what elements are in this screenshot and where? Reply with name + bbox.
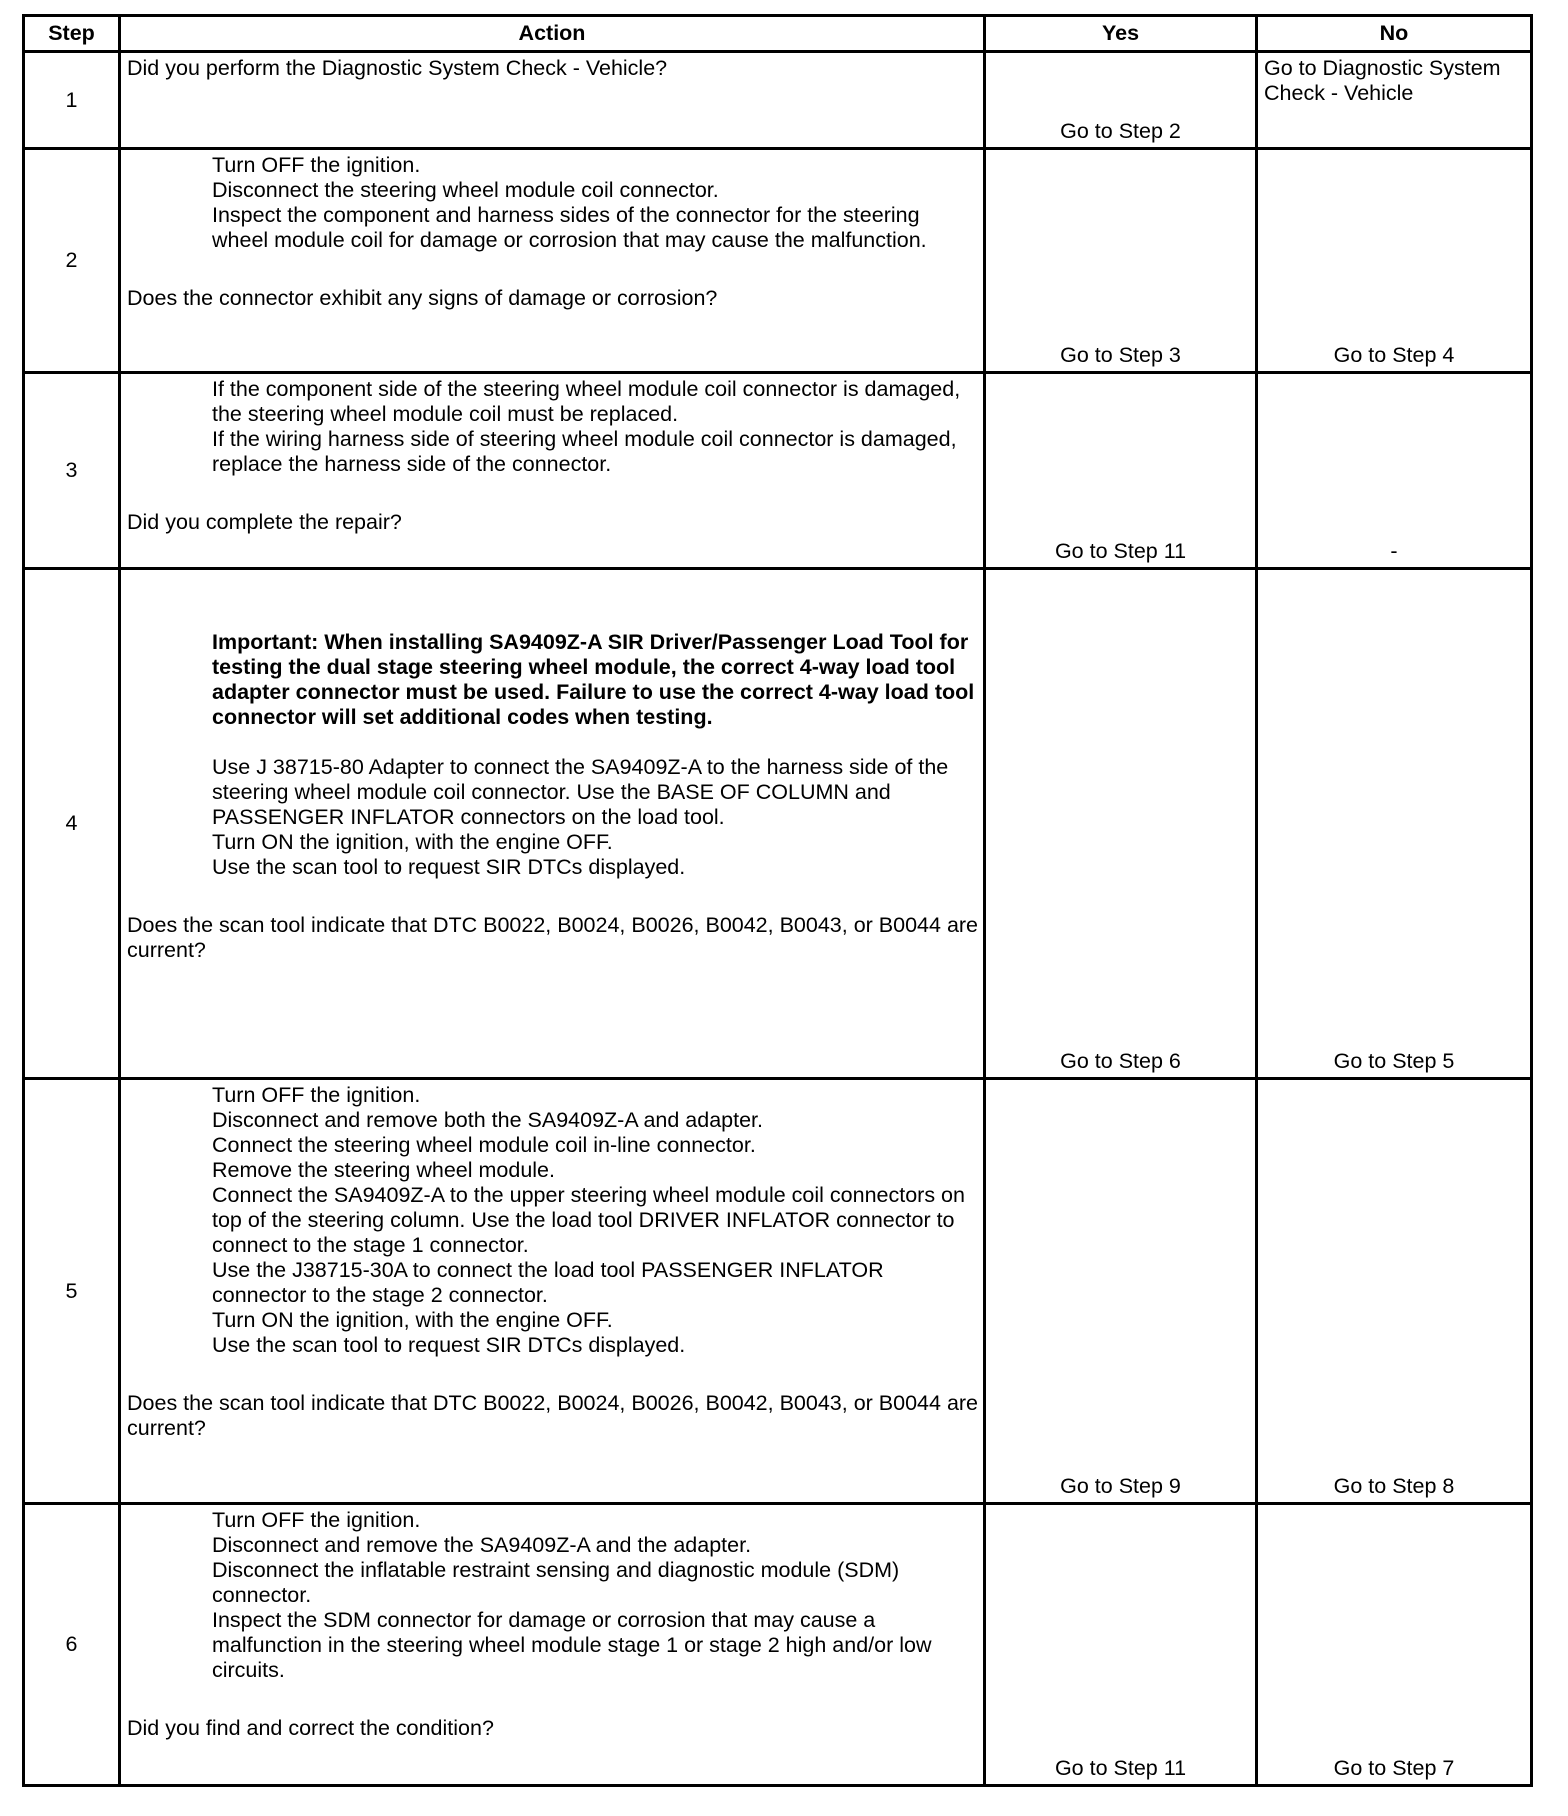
- action-item: Connect the steering wheel module coil in-line connector.: [212, 1133, 756, 1157]
- no-cell: Go to Step 8: [1257, 1079, 1532, 1504]
- action-item: Turn ON the ignition, with the engine OFF.: [212, 830, 613, 854]
- important-note: Important: When installing SA9409Z-A SIR Driver/Passenger Load Tool for testing the dual stage steering wheel module, the correct 4-way load tool adapter connector must be used. Failure to use the correct 4-way load tool connector will set additional codes when testing.: [212, 630, 975, 729]
- action-cell: [120, 52, 985, 149]
- header-no: No: [1257, 16, 1532, 52]
- yes-cell: Go to Step 2: [985, 52, 1257, 149]
- action-item: Disconnect the inflatable restraint sensing and diagnostic module (SDM) connector.: [212, 1558, 900, 1607]
- action-item: If the component side of the steering wheel module coil connector is damaged, the steering wheel module coil must be replaced.: [212, 377, 961, 426]
- header-action: Action: [120, 16, 985, 52]
- step-number: 1: [24, 52, 120, 149]
- action-item: Inspect the component and harness sides of the connector for the steering wheel module coil for damage or corrosion that may cause the malfunction.: [212, 203, 927, 252]
- no-cell: -: [1257, 373, 1532, 569]
- no-cell: Go to Step 5: [1257, 569, 1532, 1079]
- action-item: Use J 38715-80 Adapter to connect the SA9409Z-A to the harness side of the steering wheel module coil connector. Use the BASE OF COLUMN and PASSENGER INFLATOR connectors on the load tool.: [212, 755, 949, 829]
- no-cell: Go to Step 7: [1257, 1504, 1532, 1786]
- action-item: Turn ON the ignition, with the engine OFF.: [212, 1308, 613, 1332]
- action-item: Connect the SA9409Z-A to the upper steering wheel module coil connectors on top of the steering column. Use the load tool DRIVER INFLATOR connector to connect to the stage 1 connector.: [212, 1183, 965, 1257]
- action-item: Remove the steering wheel module.: [212, 1158, 555, 1182]
- table-row: [24, 569, 1532, 1079]
- table-row: [24, 373, 1532, 569]
- table-row: [24, 52, 1532, 149]
- action-question: Does the scan tool indicate that DTC B0022, B0024, B0026, B0042, B0043, or B0044 are current?: [127, 1391, 979, 1440]
- step-number: 4: [24, 569, 120, 1079]
- action-item: Turn OFF the ignition.: [212, 1508, 421, 1532]
- no-cell: Go to Diagnostic System Check - Vehicle: [1257, 52, 1532, 149]
- diagnostic-table: [22, 14, 1533, 1787]
- action-item: Use the scan tool to request SIR DTCs displayed.: [212, 855, 686, 879]
- diagnostic-table-container: [22, 14, 1501, 1787]
- action-item: Turn OFF the ignition.: [212, 153, 421, 177]
- header-step: Step: [24, 16, 120, 52]
- yes-cell: Go to Step 6: [985, 569, 1257, 1079]
- step-number: 6: [24, 1504, 120, 1786]
- action-cell: [120, 569, 985, 1079]
- yes-cell: Go to Step 11: [985, 1504, 1257, 1786]
- action-question: Does the connector exhibit any signs of damage or corrosion?: [127, 286, 718, 310]
- yes-cell: Go to Step 11: [985, 373, 1257, 569]
- action-question: Does the scan tool indicate that DTC B0022, B0024, B0026, B0042, B0043, or B0044 are current?: [127, 913, 979, 962]
- step-number: 3: [24, 373, 120, 569]
- table-row: [24, 149, 1532, 373]
- action-item: Use the J38715-30A to connect the load tool PASSENGER INFLATOR connector to the stage 2 connector.: [212, 1258, 884, 1307]
- table-row: [24, 1079, 1532, 1504]
- yes-cell: Go to Step 9: [985, 1079, 1257, 1504]
- action-question: Did you perform the Diagnostic System Check - Vehicle?: [127, 56, 668, 80]
- action-item: If the wiring harness side of steering wheel module coil connector is damaged, replace the harness side of the connector.: [212, 427, 957, 476]
- action-item: Turn OFF the ignition.: [212, 1083, 421, 1107]
- table-row: [24, 1504, 1532, 1786]
- action-question: Did you complete the repair?: [127, 510, 402, 534]
- action-question: Did you find and correct the condition?: [127, 1716, 494, 1740]
- action-item: Inspect the SDM connector for damage or corrosion that may cause a malfunction in the steering wheel module stage 1 or stage 2 high and/or low circuits.: [212, 1608, 932, 1682]
- action-cell: [120, 149, 985, 373]
- no-cell: Go to Step 4: [1257, 149, 1532, 373]
- action-cell: [120, 373, 985, 569]
- action-item: Disconnect and remove both the SA9409Z-A and adapter.: [212, 1108, 764, 1132]
- action-item: Disconnect and remove the SA9409Z-A and the adapter.: [212, 1533, 752, 1557]
- step-number: 5: [24, 1079, 120, 1504]
- action-cell: [120, 1504, 985, 1786]
- yes-cell: Go to Step 3: [985, 149, 1257, 373]
- action-cell: [120, 1079, 985, 1504]
- action-item: Use the scan tool to request SIR DTCs displayed.: [212, 1333, 686, 1357]
- action-item: Disconnect the steering wheel module coil connector.: [212, 178, 719, 202]
- header-yes: Yes: [985, 16, 1257, 52]
- step-number: 2: [24, 149, 120, 373]
- header-row: [24, 16, 1532, 52]
